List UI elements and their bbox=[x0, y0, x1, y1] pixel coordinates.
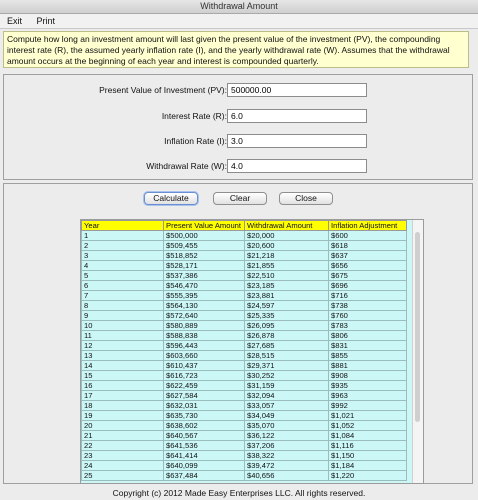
table-row[interactable] bbox=[82, 431, 407, 441]
menu-exit[interactable]: Exit bbox=[7, 16, 23, 26]
table-cell: $564,130 bbox=[164, 301, 245, 311]
table-row[interactable] bbox=[82, 261, 407, 271]
table-cell: $806 bbox=[329, 331, 407, 341]
table-cell: $1,021 bbox=[329, 411, 407, 421]
header-withdrawal[interactable]: Withdrawal Amount bbox=[245, 221, 329, 231]
table-row[interactable] bbox=[82, 401, 407, 411]
table-cell: 12 bbox=[82, 341, 164, 351]
header-inflation[interactable]: Inflation Adjustment bbox=[329, 221, 407, 231]
table-row[interactable] bbox=[82, 451, 407, 461]
menu-print[interactable]: Print bbox=[36, 16, 56, 26]
table-cell: $537,386 bbox=[164, 271, 245, 281]
table-cell: 8 bbox=[82, 301, 164, 311]
table-cell: $509,455 bbox=[164, 241, 245, 251]
table-cell: $500,000 bbox=[164, 231, 245, 241]
table-cell: $31,159 bbox=[245, 381, 329, 391]
table-cell: 18 bbox=[82, 401, 164, 411]
table-cell: $716 bbox=[329, 291, 407, 301]
table-cell: $588,838 bbox=[164, 331, 245, 341]
table-cell: $610,437 bbox=[164, 361, 245, 371]
table-cell: $21,855 bbox=[245, 261, 329, 271]
table-cell: $33,057 bbox=[245, 401, 329, 411]
table-cell: $600 bbox=[329, 231, 407, 241]
table-cell: 15 bbox=[82, 371, 164, 381]
table-cell: $555,395 bbox=[164, 291, 245, 301]
rate-input[interactable] bbox=[227, 109, 367, 123]
table-cell: $1,220 bbox=[329, 471, 407, 481]
table-cell: $640,099 bbox=[164, 461, 245, 471]
table-cell: $572,640 bbox=[164, 311, 245, 321]
table-cell: 14 bbox=[82, 361, 164, 371]
table-cell: 19 bbox=[82, 411, 164, 421]
table-cell: $637 bbox=[329, 251, 407, 261]
table-row[interactable] bbox=[82, 381, 407, 391]
table-cell: $26,878 bbox=[245, 331, 329, 341]
table-cell: 25 bbox=[82, 471, 164, 481]
table-cell: $39,472 bbox=[245, 461, 329, 471]
table-row[interactable] bbox=[82, 371, 407, 381]
header-year[interactable]: Year bbox=[82, 221, 164, 231]
table-cell: $528,171 bbox=[164, 261, 245, 271]
table-row[interactable] bbox=[82, 311, 407, 321]
table-cell: $20,600 bbox=[245, 241, 329, 251]
table-cell: 13 bbox=[82, 351, 164, 361]
table-cell: $22,510 bbox=[245, 271, 329, 281]
table-cell: $35,070 bbox=[245, 421, 329, 431]
rate-row bbox=[4, 109, 474, 123]
calculate-button[interactable]: Calculate bbox=[144, 192, 198, 205]
table-cell: 5 bbox=[82, 271, 164, 281]
window-title: Withdrawal Amount bbox=[0, 0, 478, 14]
table-cell: 23 bbox=[82, 451, 164, 461]
table-cell: $546,470 bbox=[164, 281, 245, 291]
input-panel bbox=[3, 74, 473, 180]
table-cell: 17 bbox=[82, 391, 164, 401]
table-cell: $23,185 bbox=[245, 281, 329, 291]
table-cell: $855 bbox=[329, 351, 407, 361]
clear-button[interactable]: Clear bbox=[213, 192, 267, 205]
table-cell: 16 bbox=[82, 381, 164, 391]
table-cell: 9 bbox=[82, 311, 164, 321]
table-cell: $622,459 bbox=[164, 381, 245, 391]
scrollbar-thumb[interactable] bbox=[415, 232, 420, 422]
table-cell: $21,218 bbox=[245, 251, 329, 261]
table-cell: 7 bbox=[82, 291, 164, 301]
table-cell: $641,414 bbox=[164, 451, 245, 461]
table-cell: $632,031 bbox=[164, 401, 245, 411]
table-cell: $603,660 bbox=[164, 351, 245, 361]
table-cell: 20 bbox=[82, 421, 164, 431]
table-cell: $881 bbox=[329, 361, 407, 371]
table-cell: $627,584 bbox=[164, 391, 245, 401]
table-cell: $637,484 bbox=[164, 471, 245, 481]
table-cell: $30,252 bbox=[245, 371, 329, 381]
table-cell: $1,084 bbox=[329, 431, 407, 441]
table-cell: $675 bbox=[329, 271, 407, 281]
table-cell: $640,567 bbox=[164, 431, 245, 441]
table-row[interactable] bbox=[82, 331, 407, 341]
table-row[interactable] bbox=[82, 461, 407, 471]
table-cell: $696 bbox=[329, 281, 407, 291]
results-table-container bbox=[80, 219, 424, 484]
rate-label: Interest Rate (R): bbox=[161, 111, 227, 121]
withdrawal-label: Withdrawal Rate (W): bbox=[146, 161, 227, 171]
table-cell: $32,094 bbox=[245, 391, 329, 401]
table-row[interactable] bbox=[82, 421, 407, 431]
pv-label: Present Value of Investment (PV): bbox=[99, 85, 227, 95]
table-cell: $1,150 bbox=[329, 451, 407, 461]
table-row[interactable] bbox=[82, 351, 407, 361]
menu-bar bbox=[0, 14, 478, 29]
table-cell: $25,335 bbox=[245, 311, 329, 321]
pv-input[interactable] bbox=[227, 83, 367, 97]
header-present-value[interactable]: Present Value Amount bbox=[164, 221, 245, 231]
table-cell: $616,723 bbox=[164, 371, 245, 381]
table-cell: $34,049 bbox=[245, 411, 329, 421]
table-cell: 2 bbox=[82, 241, 164, 251]
table-row[interactable] bbox=[82, 291, 407, 301]
table-cell: $29,371 bbox=[245, 361, 329, 371]
table-row[interactable] bbox=[82, 341, 407, 351]
table-cell: 1 bbox=[82, 231, 164, 241]
table-row[interactable] bbox=[82, 391, 407, 401]
table-row[interactable] bbox=[82, 301, 407, 311]
table-cell: $23,881 bbox=[245, 291, 329, 301]
table-row[interactable] bbox=[82, 361, 407, 371]
results-table bbox=[81, 220, 407, 481]
table-cell: $27,685 bbox=[245, 341, 329, 351]
table-cell: $618 bbox=[329, 241, 407, 251]
table-cell: $26,095 bbox=[245, 321, 329, 331]
table-cell: $518,852 bbox=[164, 251, 245, 261]
table-cell: $638,602 bbox=[164, 421, 245, 431]
table-row[interactable] bbox=[82, 321, 407, 331]
pv-row bbox=[4, 83, 474, 97]
table-cell: $935 bbox=[329, 381, 407, 391]
table-cell: $24,597 bbox=[245, 301, 329, 311]
table-cell: 3 bbox=[82, 251, 164, 261]
table-row[interactable] bbox=[82, 471, 407, 481]
table-cell: $37,206 bbox=[245, 441, 329, 451]
table-cell: $783 bbox=[329, 321, 407, 331]
table-cell: $641,536 bbox=[164, 441, 245, 451]
table-cell: $20,000 bbox=[245, 231, 329, 241]
table-cell: $908 bbox=[329, 371, 407, 381]
table-row[interactable] bbox=[82, 231, 407, 241]
table-cell: 6 bbox=[82, 281, 164, 291]
table-cell: $963 bbox=[329, 391, 407, 401]
table-cell: $992 bbox=[329, 401, 407, 411]
description-text: Compute how long an investment amount will last given the present value of the investment (PV), the compounding interest rate (R), the assumed yearly inflation rate (I), and the yearly withdrawal rate (W). Assumes that the withdrawal amount occurs at the beginning of each year and interest is compounded quarterly. bbox=[3, 31, 469, 68]
table-row[interactable] bbox=[82, 251, 407, 261]
table-cell: 10 bbox=[82, 321, 164, 331]
copyright-text: Copyright (c) 2012 Made Easy Enterprises LLC. All rights reserved. bbox=[112, 488, 366, 498]
table-cell: 21 bbox=[82, 431, 164, 441]
inflation-input[interactable] bbox=[227, 134, 367, 148]
table-row[interactable] bbox=[82, 441, 407, 451]
table-cell: 24 bbox=[82, 461, 164, 471]
results-panel bbox=[3, 183, 473, 484]
table-cell: $1,116 bbox=[329, 441, 407, 451]
table-cell: 11 bbox=[82, 331, 164, 341]
table-cell: $1,052 bbox=[329, 421, 407, 431]
table-row[interactable] bbox=[82, 411, 407, 421]
table-cell: 22 bbox=[82, 441, 164, 451]
table-cell: $635,730 bbox=[164, 411, 245, 421]
withdrawal-row bbox=[4, 159, 474, 173]
table-cell: 4 bbox=[82, 261, 164, 271]
table-cell: $36,122 bbox=[245, 431, 329, 441]
withdrawal-input[interactable] bbox=[227, 159, 367, 173]
table-cell: $580,889 bbox=[164, 321, 245, 331]
table-cell: $596,443 bbox=[164, 341, 245, 351]
table-cell: $831 bbox=[329, 341, 407, 351]
table-row[interactable] bbox=[82, 271, 407, 281]
close-button[interactable]: Close bbox=[279, 192, 333, 205]
table-cell: $656 bbox=[329, 261, 407, 271]
table-cell: $738 bbox=[329, 301, 407, 311]
table-row[interactable] bbox=[82, 241, 407, 251]
table-cell: $40,656 bbox=[245, 471, 329, 481]
table-cell: $28,515 bbox=[245, 351, 329, 361]
table-cell: $1,184 bbox=[329, 461, 407, 471]
table-cell: $38,322 bbox=[245, 451, 329, 461]
table-row[interactable] bbox=[82, 281, 407, 291]
inflation-row bbox=[4, 134, 474, 148]
table-scrollbar[interactable] bbox=[412, 220, 423, 483]
table-cell: $760 bbox=[329, 311, 407, 321]
inflation-label: Inflation Rate (I): bbox=[164, 136, 227, 146]
